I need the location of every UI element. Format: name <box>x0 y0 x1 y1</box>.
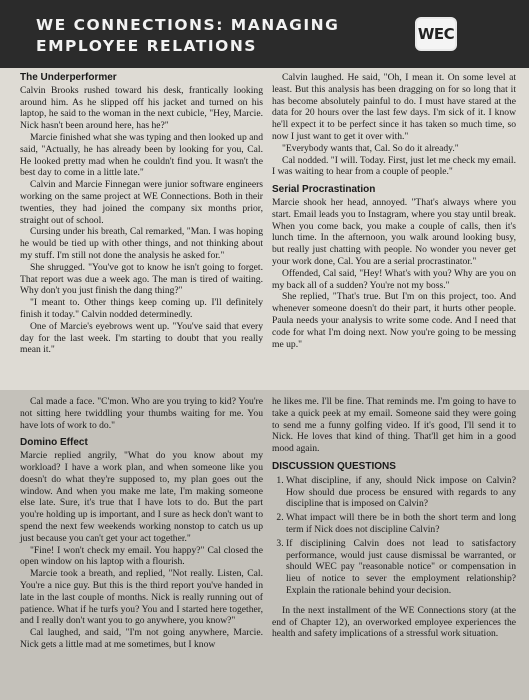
paragraph: Calvin Brooks rushed toward his desk, frantically looking around him. As he slipped off his jacket and turned on his laptop, he said to the woman in the next cubicle, "Hey, Marcie. Nick hasn't been around here, has he?" <box>20 84 263 132</box>
paragraph: She shrugged. "You've got to know he isn't going to forget. That report was due a week ago. The man is tired of waiting. Why don't you just finish the dang thing?" <box>20 261 263 297</box>
paragraph: "Fine! I won't check my email. You happy?" Cal closed the open window on his laptop with a flourish. <box>20 544 263 568</box>
discussion-question: 3. If disciplining Calvin does not lead to satisfactory performance, would just cause dismissal be warranted, or should WEC pay "reasonable notice" or compensation in lieu of notice to sever the employment relationship? Explain the rationale behind your decision. <box>286 538 516 597</box>
section-heading-discussion-questions: DISCUSSION QUESTIONS <box>272 460 396 472</box>
paragraph: Marcie finished what she was typing and then looked up and said, "Actually, he has already been by looking for you, Cal. He looked pretty mad when he couldn't find you. It wasn't the best day to come in a little late." <box>20 131 263 179</box>
paragraph: Offended, Cal said, "Hey! What's with you? Why are you on my back all of a sudden? You're not my boss." <box>272 267 516 291</box>
paragraph: "Everybody wants that, Cal. So do it already." <box>282 142 459 154</box>
paragraph: "I meant to. Other things keep coming up. I'll definitely finish it today." Calvin nodded determinedly. <box>20 297 263 320</box>
closing-paragraph: In the next installment of the WE Connections story (at the end of Chapter 12), an overworked employee experiences the health and safety implications of a stressful work situation. <box>272 604 516 640</box>
paragraph: he likes me. I'll be fine. That reminds me. I'm going to have to take a quick peek at my email. Someone said they were going to send me a funny golfing video. If it's good, I'll send it to Nick. He loves that kind of thing. That'll get him in a good mood again. <box>272 396 516 455</box>
column-3 <box>20 396 263 651</box>
paragraph: Marcie took a breath, and replied, "Not really. Listen, Cal. You're a nice guy. But this is the third report you've handed in late in the last couple of months. Nick is really running out of patience. What if he turfs you? You and I started here together, and I really don't want you to go anywhere, you know?" <box>20 568 263 627</box>
paragraph: One of Marcie's eyebrows went up. "You've said that every day for the last week. I'm starting to doubt that you really mean it." <box>20 320 263 356</box>
header-title-line1: WE CONNECTIONS: MANAGING <box>36 16 340 34</box>
paragraph: She replied, "That's true. But I'm on this project, too. And whenever someone doesn't do their part, it hurts other people. Paula needs your analysis to write some code. And I need that code for what I'm doing next. Now you're going to be messing me up." <box>272 291 516 350</box>
section-heading-domino-effect: Domino Effect <box>20 437 88 449</box>
section-heading-underperformer: The Underperformer <box>20 72 117 83</box>
section-heading-serial-procrastination: Serial Procrastination <box>272 184 376 196</box>
paragraph: Cal laughed, and said, "I'm not going anywhere, Marcie. Nick gets a little mad at me sometimes, but I know <box>20 627 263 650</box>
discussion-question-list <box>272 475 516 597</box>
discussion-question: 1. What discipline, if any, should Nick impose on Calvin? How should due process be ensured with regards to any discipline that is imposed on Calvin? <box>286 475 516 510</box>
paragraph: Cal made a face. "C'mon. Who are you trying to kid? You're not sitting here twiddling your thumbs waiting for me. You have lots of work to do." <box>20 396 263 431</box>
header-title-line2: EMPLOYEE RELATIONS <box>36 37 257 55</box>
column-4 <box>272 396 516 640</box>
paragraph: Calvin and Marcie Finnegan were junior software engineers working on the same project at WE Connections. Both in their twenties, they had joined the company six months prior, straight out of school. <box>20 179 263 226</box>
wec-logo <box>415 17 457 51</box>
paragraph: Cal nodded. "I will. Today. First, just let me check my email. I was waiting to hear from a couple of people." <box>272 154 516 178</box>
paragraph: Marcie replied angrily, "What do you know about my workload? I have a work plan, and when someone like you doesn't do what they're supposed to, my plan goes out the window. And when you make me late, I'm making someone else late. Sure, it's true that I have lots to do. But the part you're holding up is important, and I sure as heck don't want to spend the next few weekends working nonstop to catch us up just because you can't get your act together." <box>20 450 263 544</box>
paragraph: Cursing under his breath, Cal remarked, "Man. I was hoping he would be tied up with other things, and not thinking about my stuff. I'm still not done the analysis he asked for." <box>20 226 263 261</box>
column-2 <box>272 72 516 350</box>
paragraph: Calvin laughed. He said, "Oh, I mean it. On some level at least. But this analysis has been dragging on for so long that it has become absolutely painful to do. I must have stared at the data for 20 hours over the last few days. I'm sick of it. I know he'll expect it to be perfect since it has taken so much time, so now I just want to get it over with." <box>272 72 516 142</box>
paragraph: Marcie shook her head, annoyed. "That's always where you start. Email leads you to Instagram, where you stay until break. When you come back, you make a couple of calls, then it's lunch time. In the afternoon, you walk around looking busy, but really just chatting with people. No wonder you never get your work done, Cal. You are a serial procrastinator." <box>272 196 516 267</box>
header-banner <box>0 0 529 68</box>
wec-logo-text: WEC <box>417 25 455 43</box>
column-1 <box>20 72 263 356</box>
discussion-question: 2. What impact will there be in both the short term and long term if Nick does not discipline Calvin? <box>286 512 516 536</box>
